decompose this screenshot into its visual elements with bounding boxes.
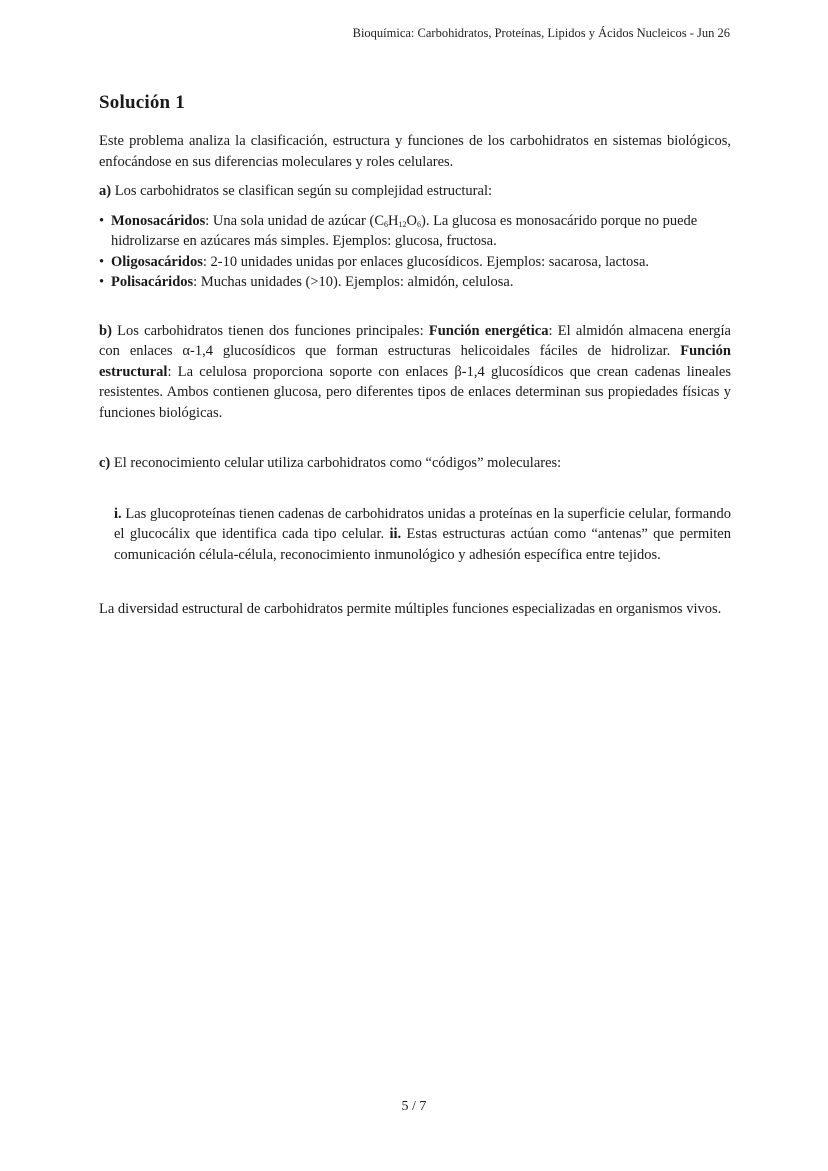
conclusion-paragraph: La diversidad estructural de carbohidratos permite múltiples funciones especializadas en organismos vivos.: [99, 601, 722, 617]
item-ii-text: Estas estructuras actúan como “antenas” que permiten comunicación célula-célula, reconocimiento inmunológico y adhesión específica entre tejidos.: [114, 526, 731, 563]
term-monosaccharides: Monosacáridos: [111, 212, 206, 229]
part-b-label: b): [99, 322, 112, 339]
formula-subscript: 6: [384, 219, 389, 229]
carbohydrate-classes-list: [99, 211, 731, 293]
formula-intro: : Una sola unidad de azúcar (C: [205, 212, 385, 229]
formula-subscript: 6: [416, 219, 421, 229]
part-a-paragraph: [99, 181, 731, 202]
term-structural-function: Función estructural: [99, 343, 731, 380]
part-a-label: a): [99, 183, 112, 199]
term-energy-function: Función energética: [428, 322, 549, 339]
term-oligosaccharides: Oligosacáridos: [111, 253, 203, 270]
energy-function-text: : El almidón almacena energía con enlaces α-1,4 glucosídicos que forman estructuras helicoidales fáciles de hidrolizar.: [99, 322, 731, 359]
running-header: Bioquímica: Carbohidratos, Proteínas, Lipidos y Ácidos Nucleicos - Jun 26: [352, 26, 730, 40]
item-i-label: i.: [114, 505, 122, 522]
part-b-text: Los carbohidratos tienen dos funciones principales:: [111, 322, 429, 339]
part-a-text: Los carbohidratos se clasifican según su complejidad estructural:: [111, 183, 493, 199]
formula-element: H: [388, 212, 399, 229]
part-b-paragraph: [99, 321, 731, 424]
formula-element: O: [406, 212, 417, 229]
list-item-monosaccharides: [99, 211, 731, 252]
page-number: 5 / 7: [401, 1099, 427, 1114]
solution-title: Solución 1: [99, 92, 185, 113]
monosaccharides-description: ). La glucosa es monosacárido porque no puede hidrolizarse en azúcares más simples. Ejemplos: glucosa, fructosa.: [111, 212, 698, 249]
list-item-oligosaccharides: [99, 252, 731, 273]
part-c-label: c): [99, 455, 111, 471]
formula-subscript: 12: [398, 219, 407, 229]
part-c-paragraph: [99, 453, 731, 474]
intro-paragraph: Este problema analiza la clasificación, estructura y funciones de los carbohidratos en sistemas biológicos, enfocándose en sus diferencias moleculares y roles celulares.: [99, 133, 731, 170]
part-c-detail-paragraph: [114, 504, 731, 566]
solution-section: [99, 92, 731, 620]
part-c-text: El reconocimiento celular utiliza carbohidratos como “códigos” moleculares:: [110, 455, 562, 471]
polysaccharides-description: : Muchas unidades (>10). Ejemplos: almidón, celulosa.: [193, 274, 514, 290]
structural-function-text: : La celulosa proporciona soporte con enlaces β-1,4 glucosídicos que crean cadenas lineales resistentes. Ambos contienen glucosa, pero diferentes tipos de enlaces determinan sus propiedades físicas y funciones biológicas.: [99, 363, 731, 421]
item-ii-label: ii.: [389, 526, 402, 542]
oligosaccharides-description: : 2-10 unidades unidas por enlaces glucosídicos. Ejemplos: sacarosa, lactosa.: [202, 253, 650, 270]
list-item-polysaccharides: [99, 272, 731, 293]
term-polysaccharides: Polisacáridos: [111, 274, 194, 290]
item-i-text: Las glucoproteínas tienen cadenas de carbohidratos unidas a proteínas en la superficie celular, formando el glucocálix que identifica cada tipo celular.: [114, 505, 731, 542]
